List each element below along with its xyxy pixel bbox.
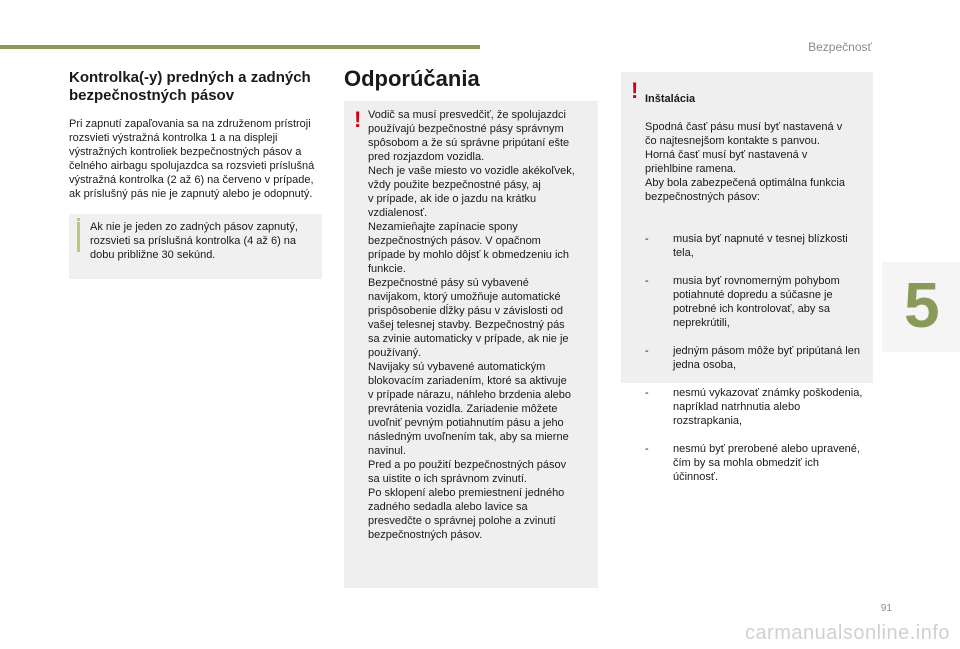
- left-column: [69, 69, 327, 279]
- chapter-number: 5: [904, 269, 940, 341]
- bullet-dash: -: [645, 233, 649, 245]
- seatbelt-warning-heading: Kontrolka(-y) predných a zadných bezpečnostných pásov: [69, 69, 311, 104]
- recommendations-warning-box: [344, 101, 598, 588]
- section-title: Bezpečnosť: [808, 40, 872, 54]
- seatbelt-warning-paragraph: Pri zapnutí zapaľovania sa na združenom prístroji rozsvieti výstražná kontrolka 1 a na displeji výstražných kontroliek bezpečnostných pásov a čelného airbagu spolujazdca sa rozsvieti príslušná výstražná kontrolka (2 až 6) na červeno v prípade, ak príslušný pás nie je zapnutý alebo je odopnutý.: [69, 118, 315, 200]
- list-item-text: jedným pásom môže byť pripútaná len jedna osoba,: [673, 345, 860, 371]
- list-item-text: nesmú byť prerobené alebo upravené, čím by sa mohla obmedziť ich účinnosť.: [673, 443, 860, 483]
- page-number: 91: [880, 603, 892, 614]
- info-box: [69, 214, 322, 279]
- bullet-dash: -: [645, 443, 649, 455]
- info-icon: [77, 218, 80, 221]
- header-rule: [0, 45, 480, 49]
- info-icon-bar: [77, 222, 80, 252]
- warning-icon: !: [354, 107, 362, 132]
- list-item-text: musia byť rovnomerným pohybom potiahnuté dopredu a súčasne je potrebné ich kontrolovať, aby sa neprekrútili,: [673, 275, 840, 329]
- installation-list: [645, 218, 867, 498]
- info-text: Ak nie je jeden zo zadných pásov zapnutý, rozsvieti sa príslušná kontrolka (4 až 6) na dobu približne 30 sekúnd.: [90, 221, 298, 261]
- list-item: [645, 344, 867, 372]
- list-item-text: nesmú vykazovať známky poškodenia, napríklad natrhnutia alebo rozstrapkania,: [673, 387, 863, 427]
- watermark: carmanualsonline.info: [744, 622, 950, 644]
- recommendations-heading: Odporúčania: [344, 66, 480, 91]
- bullet-dash: -: [645, 345, 649, 357]
- list-item: [645, 232, 867, 260]
- list-item: [645, 386, 867, 428]
- warning-icon: !: [631, 78, 639, 103]
- installation-title: Inštalácia: [645, 93, 696, 105]
- list-item: [645, 274, 867, 330]
- installation-text: [645, 78, 867, 512]
- installation-warning-box: [621, 72, 873, 483]
- bullet-dash: -: [645, 275, 649, 287]
- list-item: [645, 442, 867, 484]
- installation-intro: Spodná časť pásu musí byť nastavená v čo najtesnejšom kontakte s panvou. Horná časť musí byť nastavená v priehlbine ramena. Aby bola zabezpečená optimálna funkcia bezpečnostných pásov:: [645, 121, 845, 203]
- chapter-tab: [882, 262, 960, 352]
- list-item-text: musia byť napnuté v tesnej blízkosti tela,: [673, 233, 848, 259]
- recommendations-text: Vodič sa musí presvedčiť, že spolujazdci používajú bezpečnostné pásy správnym spôsobom a že sú správne pripútaní ešte pred rozjazdom vozidla. Nech je vaše miesto vo vozidle akékoľvek, vždy použite bezpečnostné pásy, aj v prípade, ak ide o jazdu na krátku vzdialenosť. Nezamieňajte zapínacie spony bezpečnostných pásov. V opačnom prípade by mohlo dôjsť k obmedzeniu ich funkcie. Bezpečnostné pásy sú vybavené navijakom, ktorý umožňuje automatické prispôsobenie dĺžky pásu v závislosti od vašej telesnej stavby. Bezpečnostný pás sa zvinie automaticky v prípade, ak nie je používaný. Navijaky sú vybavené automatickým blokovacím zariadením, ktoré sa aktivuje v prípade nárazu, náhleho brzdenia alebo prevrátenia vozidla. Zariadenie môžete uvoľniť pevným potiahnutím pásu a jeho následným uvoľnením tak, aby sa mierne navinul. Pred a po použití bezpečnostných pásov sa uistite o ich správnom zvinutí. Po sklopení alebo premiestnení jedného zadného sedadla alebo lavice sa presvedčte o správnej polohe a zvinutí bezpečnostných pásov.: [368, 109, 575, 541]
- bullet-dash: -: [645, 387, 649, 399]
